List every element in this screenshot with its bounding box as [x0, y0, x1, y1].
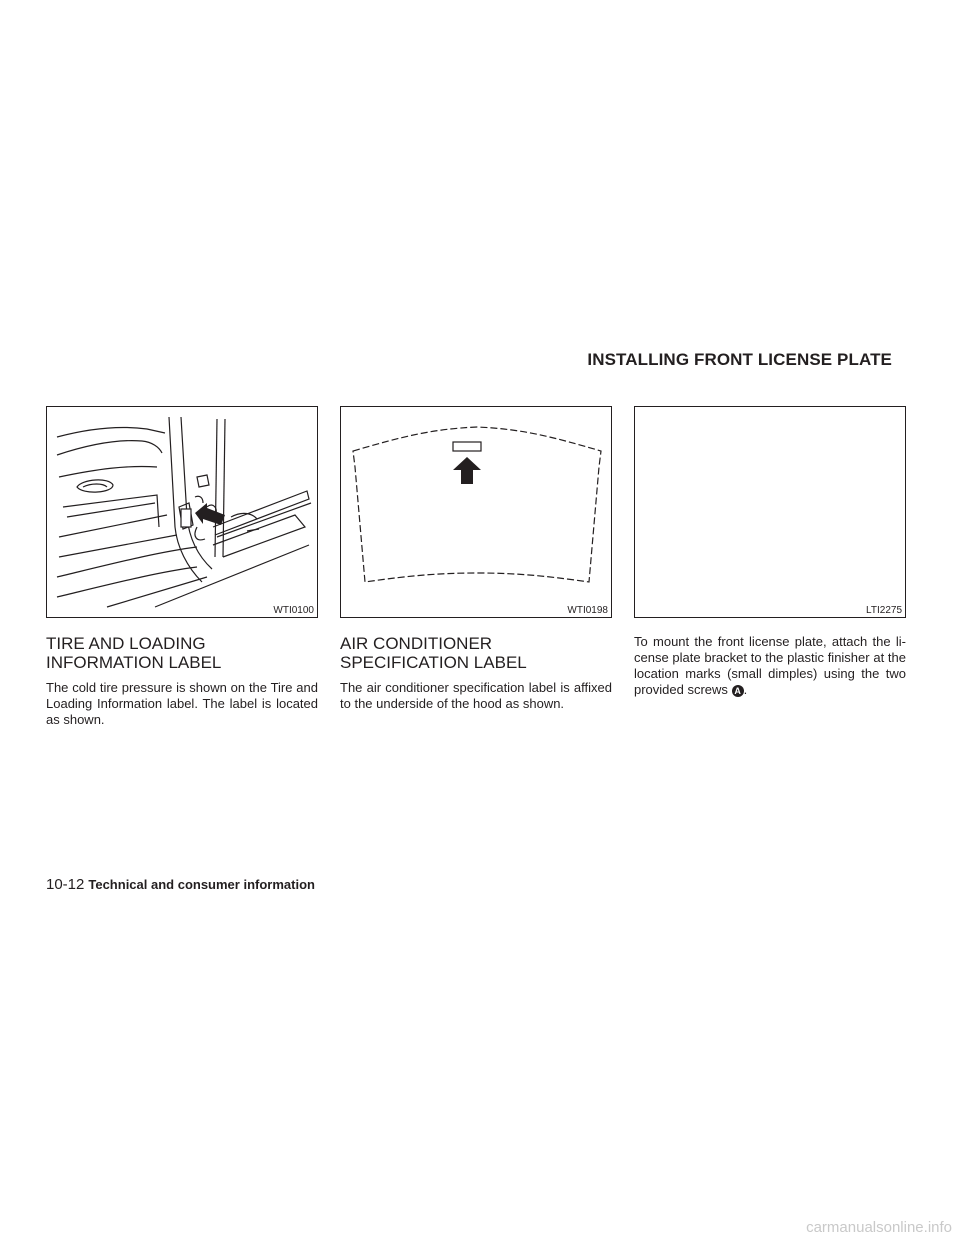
figure-code: WTI0198: [567, 605, 608, 616]
up-arrow-icon: [453, 457, 481, 484]
license-plate-text-body: To mount the front license plate, attach the li- cense plate bracket to the plastic finisher at the location marks (small dimples) using the two provided screws: [634, 634, 906, 697]
license-plate-text: [634, 634, 906, 698]
section-heading: INSTALLING FRONT LICENSE PLATE: [587, 350, 892, 369]
figure-tire-label-location: [46, 406, 318, 618]
tire-label-heading: TIRE AND LOADING INFORMATION LABEL: [46, 634, 222, 672]
hood-illustration: [341, 407, 613, 619]
watermark: carmanualsonline.info: [806, 1219, 952, 1236]
figure-ac-label-location: [340, 406, 612, 618]
figure-license-plate: [634, 406, 906, 618]
screw-marker-a: A: [732, 685, 744, 697]
page-footer: [46, 876, 315, 893]
figure-code: WTI0100: [273, 605, 314, 616]
ac-label-text: The air conditioner specification label is affixed to the underside of the hood as shown.: [340, 680, 612, 711]
license-plate-text-end: .: [743, 682, 748, 697]
ac-label-heading: AIR CONDITIONER SPECIFICATION LABEL: [340, 634, 527, 672]
tire-label-text: The cold tire pressure is shown on the Tire and Loading Information label. The label is located as shown.: [46, 680, 318, 727]
arrow-pointing-to-label-icon: [195, 503, 225, 525]
chapter-title: Technical and consumer information: [88, 877, 315, 892]
page-number: 10-12: [46, 876, 85, 893]
door-jamb-illustration: [47, 407, 319, 619]
figure-code: LTI2275: [866, 605, 902, 616]
